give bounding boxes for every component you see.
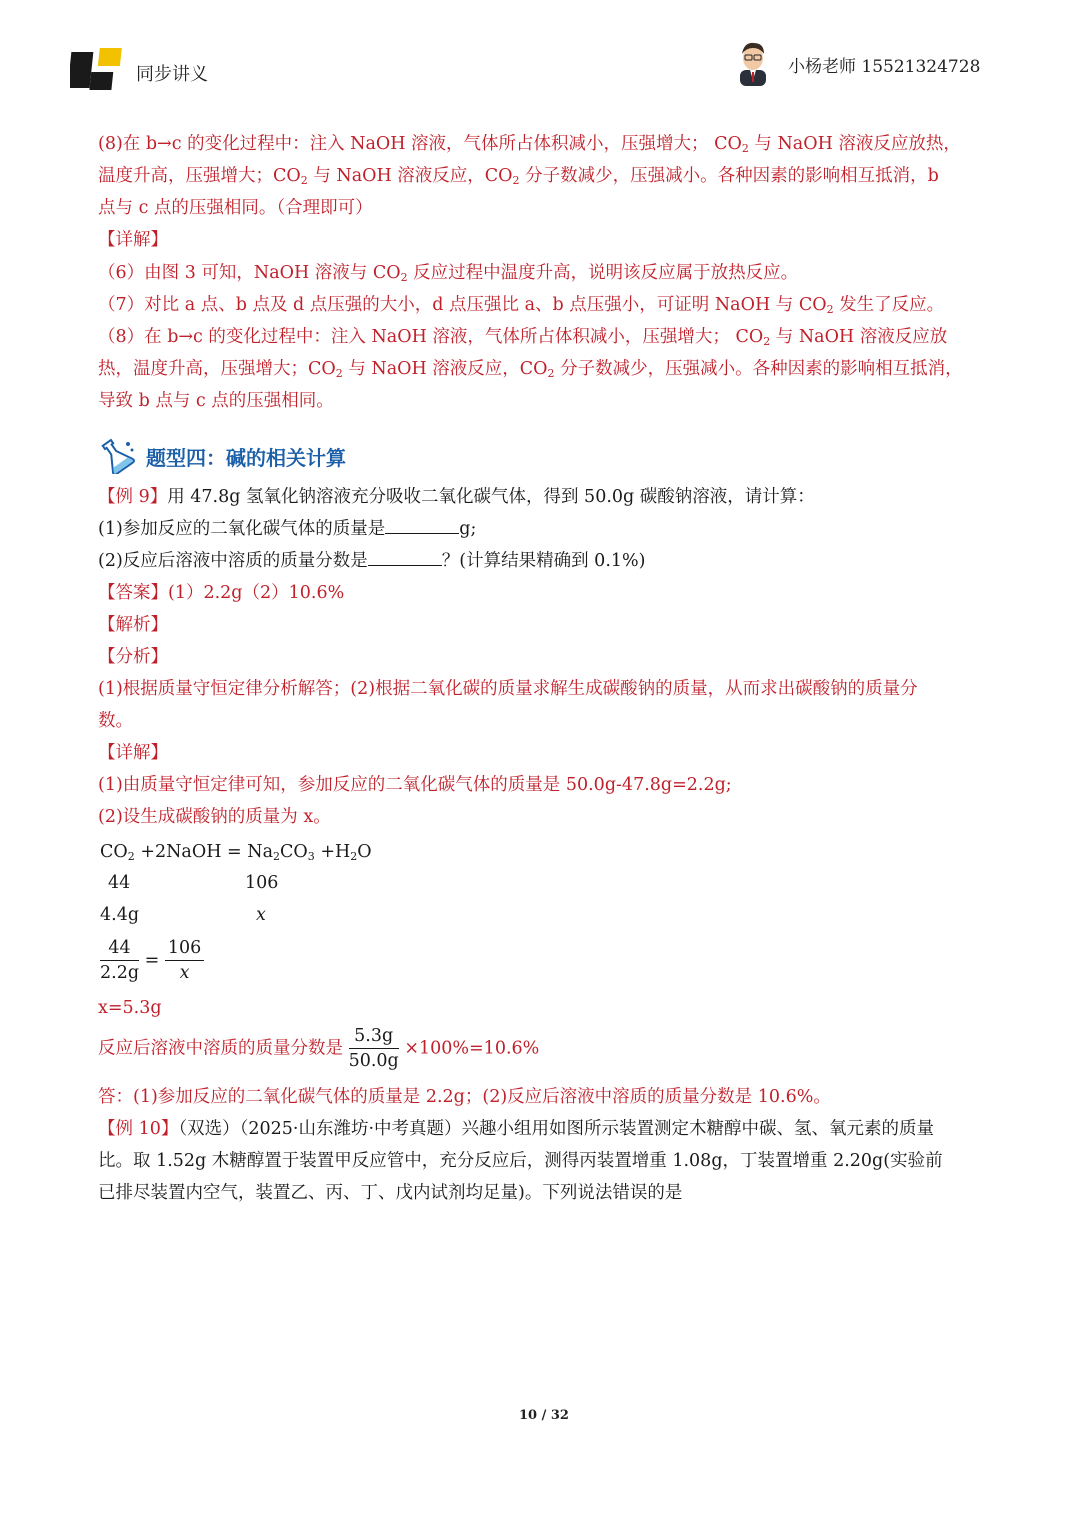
example-9-stem: 【例 9】用 47.8g 氢氧化钠溶液充分吸收二氧化碳气体，得到 50.0g 碳酸钠溶液，请计算：: [98, 487, 815, 507]
text-line: (8)在 b→c 的变化过程中：注入 NaOH 溶液，气体所占体积减小，压强增大； $CO_2$ 与 NaOH 溶液反应放热，: [98, 134, 961, 155]
mass-fraction: $\frac{5.3g}{50.0g}$: [348, 1026, 399, 1071]
section-title: 题型四：碱的相关计算: [146, 446, 346, 470]
question-2: (2)反应后溶液中溶质的质量分数是 ？(计算结果精确到 0.1%): [98, 545, 645, 577]
text-line: 已排尽装置内空气，装置乙、丙、丁、戊内试剂均足量)。下列说法错误的是: [98, 1183, 683, 1203]
text-line: 点与 c 点的压强相同。（合理即可）: [98, 198, 373, 218]
final-answer: 答：(1)参加反应的二氧化碳气体的质量是 2.2g；(2)反应后溶液中溶质的质量分数是 10.6%。: [98, 1087, 831, 1107]
proportion: $\frac{44}{2.2g}$ = $\frac{106}{x}$: [100, 936, 204, 985]
example-10-stem: 【例 10】（双选）（2025·山东潍坊·中考真题）兴趣小组用如图所示装置测定木糖醇中碳、氢、氧元素的质量: [98, 1119, 935, 1139]
text-line: (1)根据质量守恒定律分析解答；(2)根据二氧化碳的质量求解生成碳酸钠的质量，从而求出碳酸钠的质量分: [98, 679, 918, 699]
text-line: 热，温度升高，压强增大；$CO_2$ 与 NaOH 溶液反应，$CO_2$ 分子数减少，压强减小。各种因素的影响相互抵消，: [98, 359, 963, 380]
header-title: 同步讲义: [136, 64, 208, 85]
teacher-contact: 小杨老师 15521324728: [788, 57, 981, 77]
molar-mass-co2: 44: [108, 873, 131, 893]
given-mass: 4.4g: [100, 905, 140, 925]
text-line: 数。: [98, 711, 133, 731]
answer-blank: [385, 515, 459, 534]
fraction-right: $\frac{106}{x}$: [165, 936, 204, 985]
page-number: 10 / 32: [519, 1408, 569, 1423]
text-line: 温度升高，压强增大；$CO_2$ 与 NaOH 溶液反应，$CO_2$ 分子数减少，压强减小。各种因素的影响相互抵消，b: [98, 166, 939, 187]
detail-label: 【详解】: [98, 230, 168, 250]
x-result: x=5.3g: [98, 998, 162, 1018]
text-line: （8）在 b→c 的变化过程中：注入 NaOH 溶液，气体所占体积减小，压强增大； $CO_2$ 与 NaOH 溶液反应放: [98, 327, 948, 348]
flask-icon: [96, 436, 136, 474]
answer-blank: [368, 547, 442, 566]
analysis-label: 【解析】: [98, 615, 168, 635]
detail-label: 【详解】: [98, 743, 168, 763]
text-line: （7）对比 a 点、b 点及 d 点压强的大小，d 点压强比 a、b 点压强小，可证明 NaOH 与 $CO_2$ 发生了反应。: [98, 295, 945, 316]
fenxi-label: 【分析】: [98, 647, 168, 667]
header-logo: [70, 46, 126, 94]
molar-mass-na2co3: 106: [245, 873, 279, 893]
mass-fraction-line: 反应后溶液中溶质的质量分数是 $\frac{5.3g}{50.0g}$ ×100%=10.6%: [98, 1026, 540, 1071]
teacher-avatar-icon: [734, 40, 772, 86]
text-line: 导致 b 点与 c 点的压强相同。: [98, 391, 334, 411]
text-line: (1)由质量守恒定律可知，参加反应的二氧化碳气体的质量是 50.0g-47.8g=2.2g;: [98, 775, 732, 795]
text-line: 比。取 1.52g 木糖醇置于装置甲反应管中，充分反应后，测得丙装置增重 1.08g，丁装置增重 2.20g(实验前: [98, 1151, 943, 1171]
square-blocks-logo-icon: [70, 46, 126, 94]
chemical-equation: $CO_2$ +2NaOH = $Na_2CO_3 +H_2O$: [100, 842, 372, 863]
fraction-left: $\frac{44}{2.2g}$: [100, 938, 140, 983]
text-line: (2)设生成碳酸钠的质量为 x。: [98, 807, 331, 827]
unknown-x: x: [256, 905, 266, 925]
answer-line: 【答案】(1）2.2g（2）10.6%: [98, 583, 345, 603]
text-line: （6）由图 3 可知，NaOH 溶液与 $CO_2$ 反应过程中温度升高，说明该反应属于放热反应。: [98, 263, 799, 284]
question-1: (1)参加反应的二氧化碳气体的质量是 g;: [98, 513, 476, 545]
